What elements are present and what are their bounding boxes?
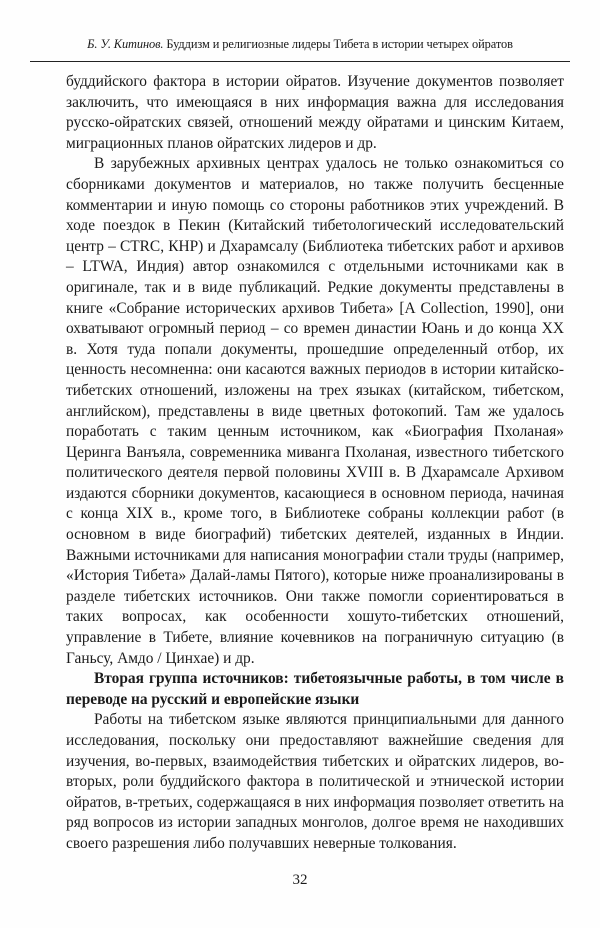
section-heading: Вторая группа источников: тибетоязычные работы, в том числе в переводе на русский и европейские языки xyxy=(66,670,564,708)
paragraph-continued: буддийского фактора в истории ойратов. Изучение документов позволяет заключить, что имеющаяся в них информация важна для исследования русско-ойратских связей, отношений между ойратами и цинским Китаем, миграционных планов ойратских лидеров и др. xyxy=(66,73,564,152)
running-head-title: Буддизм и религиозные лидеры Тибета в истории четырех ойратов xyxy=(166,37,513,51)
paragraph-tibetan-works: Работы на тибетском языке являются принципиальными для данного исследования, поскольку они предоставляют важнейшие сведения для изучения, во-первых, взаимодействия тибетских и ойратских лидеров, во-вторых, роли буддийского фактора в политической и этнической истории ойратов, в-третьих, содержащаяся в них информация позволяет ответить на ряд вопросов из истории западных монголов, долгое время не находивших своего разрешения либо получавших неверные толкования. xyxy=(66,711,564,852)
paragraph-archives: В зарубежных архивных центрах удалось не только ознакомиться со сборниками документов и материалов, но также получить бесценные комментарии и иную помощь со стороны работников этих учреждений. В ходе поездок в Пекин (Китайский тибетологический исследовательский центр – CTRC, КНР) и Дхарамсалу (Библиотека тибетских работ и архивов – LTWA, Индия) автор ознакомился с отдельными источниками как в оригинале, так и в виде публикаций. Редкие документы представлены в книге «Собрание исторических архивов Тибета» [A Collection, 1990], они охватывают огромный период – со времен династии Юань и до конца XX в. Хотя туда попали документы, прошедшие определенный отбор, их ценность несомненна: они касаются важных периодов в истории китайско-тибетских отношений, изложены на трех языках (китайском, тибетском, английском), представлены в виде цветных фотокопий. Там же удалось поработать с таким ценным источником, как «Биография Пхоланая» Церинга Ванъяла, современника миванга Пхоланая, известного тибетского политического деятеля первой половины XVIII в. В Дхарамсале Архивом издаются сборники документов, касающиеся в основном периода, начиная с конца XIX в., кроме того, в Библиотеке собраны коллекции работ (в основном в виде биографий) тибетских деятелей, изданных в Индии. Важными источниками для написания монографии стали труды (например, «История Тибета» Далай-ламы Пятого), которые ниже проанализированы в разделе тибетских источников. Они также помогли сориентироваться в таких вопросах, как особенности хошуто-тибетских отношений, управление в Тибете, влияние кочевников на пограничную ситуацию (в Ганьсу, Амдо / Цинхае) и др. xyxy=(66,155,564,667)
header-divider xyxy=(30,61,570,62)
page-number: 32 xyxy=(292,872,308,888)
running-head xyxy=(30,36,570,52)
body-text xyxy=(66,72,564,855)
running-head-author: Б. У. Китинов. xyxy=(87,37,164,51)
